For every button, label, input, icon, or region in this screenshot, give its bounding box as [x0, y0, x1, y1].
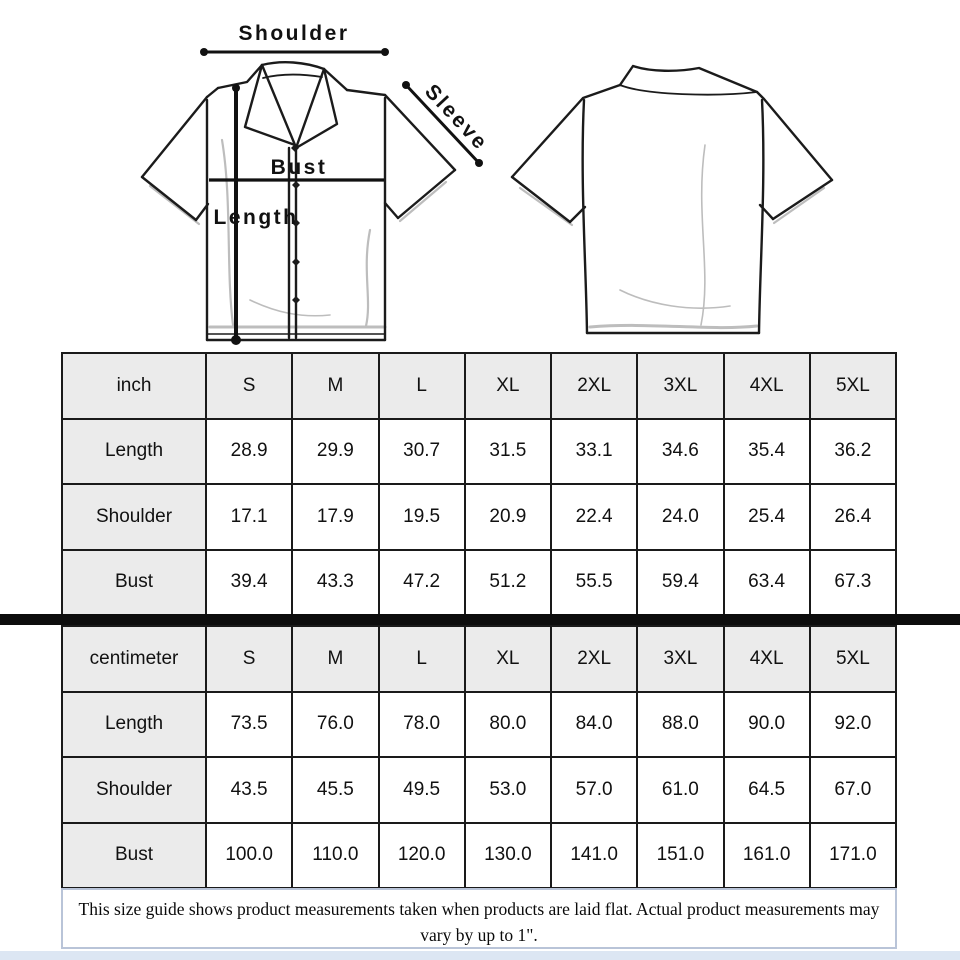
- measurement-value-cell: 61.0: [637, 757, 723, 823]
- measurement-value-cell: 100.0: [206, 823, 292, 889]
- measurement-value-cell: 28.9: [206, 419, 292, 485]
- measurement-label-cell: Bust: [62, 823, 206, 889]
- measurement-value-cell: 25.4: [724, 484, 810, 550]
- size-header-cell: M: [292, 353, 378, 419]
- measurement-row: [62, 550, 896, 616]
- size-header-cell: XL: [465, 353, 551, 419]
- size-header-cell: 4XL: [724, 353, 810, 419]
- sleeve-measure-label: Sleeve: [420, 79, 493, 156]
- measurement-value-cell: 76.0: [292, 692, 378, 758]
- size-header-cell: L: [379, 626, 465, 692]
- divider-bar: [0, 614, 960, 625]
- measurement-value-cell: 78.0: [379, 692, 465, 758]
- shoulder-measure-label: Shoulder: [238, 22, 350, 45]
- measurement-label-cell: Shoulder: [62, 484, 206, 550]
- measurement-value-cell: 59.4: [637, 550, 723, 616]
- measurement-value-cell: 171.0: [810, 823, 896, 889]
- measurement-label-cell: Length: [62, 419, 206, 485]
- measurement-value-cell: 67.0: [810, 757, 896, 823]
- measurement-value-cell: 63.4: [724, 550, 810, 616]
- measurement-value-cell: 24.0: [637, 484, 723, 550]
- size-table-header-row: [62, 353, 896, 419]
- size-table-cm-head: [62, 626, 896, 692]
- measurement-value-cell: 130.0: [465, 823, 551, 889]
- measurement-value-cell: 19.5: [379, 484, 465, 550]
- measurement-row: [62, 823, 896, 889]
- measurement-value-cell: 161.0: [724, 823, 810, 889]
- measurement-value-cell: 33.1: [551, 419, 637, 485]
- measurement-value-cell: 53.0: [465, 757, 551, 823]
- size-header-cell: 5XL: [810, 353, 896, 419]
- measurement-value-cell: 45.5: [292, 757, 378, 823]
- size-table-cm-body: [62, 692, 896, 889]
- size-table-centimeter: [61, 625, 897, 889]
- measurement-value-cell: 51.2: [465, 550, 551, 616]
- measurement-value-cell: 29.9: [292, 419, 378, 485]
- measurement-label-cell: Length: [62, 692, 206, 758]
- size-header-cell: 2XL: [551, 626, 637, 692]
- size-table-inch-body: [62, 419, 896, 616]
- measurement-value-cell: 36.2: [810, 419, 896, 485]
- measurement-value-cell: 43.3: [292, 550, 378, 616]
- measurement-value-cell: 67.3: [810, 550, 896, 616]
- measurement-label-cell: Bust: [62, 550, 206, 616]
- measurement-value-cell: 151.0: [637, 823, 723, 889]
- measurement-value-cell: 55.5: [551, 550, 637, 616]
- size-header-cell: 3XL: [637, 353, 723, 419]
- size-header-cell: 5XL: [810, 626, 896, 692]
- shirt-diagrams: [0, 0, 960, 352]
- measurement-label-cell: Shoulder: [62, 757, 206, 823]
- length-measure-label: Length: [213, 206, 299, 229]
- measurement-value-cell: 17.9: [292, 484, 378, 550]
- size-table-header-row: [62, 626, 896, 692]
- measurement-value-cell: 22.4: [551, 484, 637, 550]
- measurement-value-cell: 17.1: [206, 484, 292, 550]
- measurement-row: [62, 757, 896, 823]
- measurement-value-cell: 30.7: [379, 419, 465, 485]
- measurement-value-cell: 26.4: [810, 484, 896, 550]
- shirt-back-diagram: [512, 66, 832, 333]
- measurement-value-cell: 80.0: [465, 692, 551, 758]
- measurement-value-cell: 84.0: [551, 692, 637, 758]
- measurement-value-cell: 39.4: [206, 550, 292, 616]
- measurement-value-cell: 20.9: [465, 484, 551, 550]
- size-table-inch-head: [62, 353, 896, 419]
- bottom-strip: [0, 951, 960, 960]
- size-header-cell: 2XL: [551, 353, 637, 419]
- size-header-cell: M: [292, 626, 378, 692]
- unit-header-cell: centimeter: [62, 626, 206, 692]
- bust-measure-label: Bust: [270, 156, 328, 179]
- size-header-cell: XL: [465, 626, 551, 692]
- measurement-value-cell: 110.0: [292, 823, 378, 889]
- measurement-row: [62, 484, 896, 550]
- measurement-row: [62, 419, 896, 485]
- measurement-value-cell: 31.5: [465, 419, 551, 485]
- measurement-value-cell: 57.0: [551, 757, 637, 823]
- measurement-value-cell: 34.6: [637, 419, 723, 485]
- measurement-row: [62, 692, 896, 758]
- measurement-value-cell: 120.0: [379, 823, 465, 889]
- size-table-inch: [61, 352, 897, 616]
- footer-note: [61, 888, 897, 949]
- size-header-cell: L: [379, 353, 465, 419]
- unit-header-cell: inch: [62, 353, 206, 419]
- measurement-value-cell: 92.0: [810, 692, 896, 758]
- measurement-value-cell: 47.2: [379, 550, 465, 616]
- shirt-front-diagram: [142, 62, 455, 340]
- measurement-value-cell: 141.0: [551, 823, 637, 889]
- size-header-cell: 4XL: [724, 626, 810, 692]
- footer-note-text: This size guide shows product measurements taken when products are laid flat. Actual product measurements may vary by up to 1".: [78, 899, 880, 946]
- size-header-cell: 3XL: [637, 626, 723, 692]
- measurement-value-cell: 90.0: [724, 692, 810, 758]
- measurement-overlays: [200, 22, 493, 345]
- measurement-value-cell: 35.4: [724, 419, 810, 485]
- measurement-value-cell: 73.5: [206, 692, 292, 758]
- measurement-value-cell: 64.5: [724, 757, 810, 823]
- size-header-cell: S: [206, 353, 292, 419]
- measurement-value-cell: 49.5: [379, 757, 465, 823]
- measurement-value-cell: 43.5: [206, 757, 292, 823]
- size-header-cell: S: [206, 626, 292, 692]
- measurement-value-cell: 88.0: [637, 692, 723, 758]
